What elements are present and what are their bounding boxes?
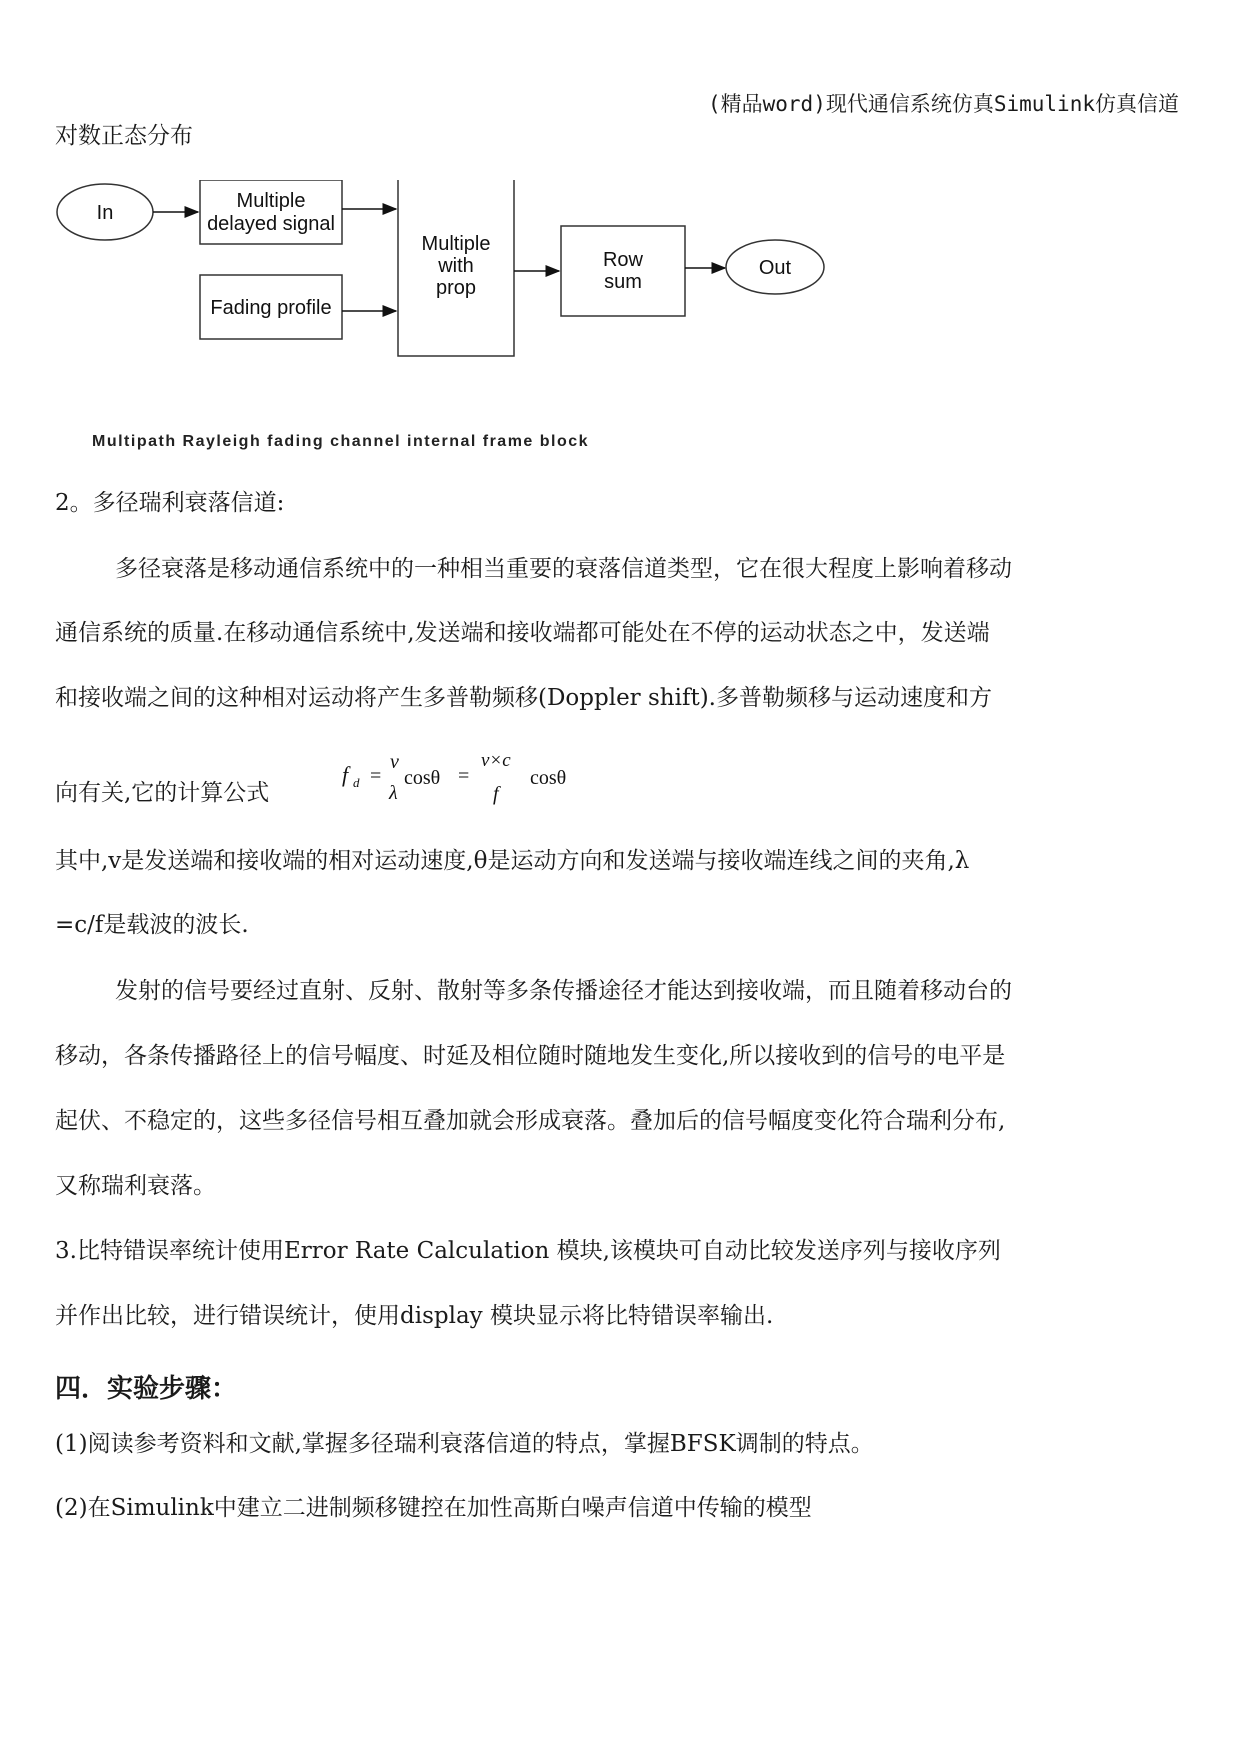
top-line: 对数正态分布 xyxy=(55,123,193,149)
mult-label-3: prop xyxy=(435,277,477,299)
formula-lhs-sub: d xyxy=(353,775,360,790)
diagram-caption: Multipath Rayleigh fading channel internal frame block xyxy=(92,433,590,450)
block-diagram xyxy=(55,180,855,410)
formula-f: f xyxy=(493,783,499,805)
para2-line1: 其中,v是发送端和接收端的相对运动速度,θ是运动方向和发送端与接收端连线之间的夹角,λ xyxy=(55,848,970,874)
mult-label-1: Multiple xyxy=(421,233,491,255)
fading-label: Fading profile xyxy=(210,297,332,319)
section-2-title: 2。多径瑞利衰落信道: xyxy=(55,490,285,516)
mult-label-2: with xyxy=(438,255,474,277)
formula-lambda: λ xyxy=(389,782,398,804)
out-label: Out xyxy=(758,257,792,279)
rowsum-label-1: Row xyxy=(602,249,644,271)
rowsum-label-2: sum xyxy=(604,271,642,293)
para2-line2: =c/f是载波的波长. xyxy=(55,912,249,938)
para4-line1: 3.比特错误率统计使用Error Rate Calculation 模块,该模块可自动比较发送序列与接收序列 xyxy=(55,1238,1001,1264)
para1-line1: 多径衰落是移动通信系统中的一种相当重要的衰落信道类型，它在很大程度上影响着移动 xyxy=(115,556,1012,582)
para3-line4: 又称瑞利衰落。 xyxy=(55,1173,216,1199)
delayed-label-2: delayed signal xyxy=(207,213,335,235)
formula-cos2: cosθ xyxy=(530,767,567,789)
step-1: (1)阅读参考资料和文献,掌握多径瑞利衰落信道的特点，掌握BFSK调制的特点。 xyxy=(55,1431,874,1457)
formula-eq2: = xyxy=(458,765,470,787)
para4-line2: 并作出比较，进行错误统计，使用display 模块显示将比特错误率输出. xyxy=(55,1303,774,1329)
in-label: In xyxy=(96,202,114,224)
para3-line1: 发射的信号要经过直射、反射、散射等多条传播途径才能达到接收端，而且随着移动台的 xyxy=(115,978,1012,1004)
section-4-title: 四．实验步骤： xyxy=(55,1374,238,1404)
step-2: (2)在Simulink中建立二进制频移键控在加性高斯白噪声信道中传输的模型 xyxy=(55,1495,812,1521)
page-header: (精品word)现代通信系统仿真Simulink仿真信道 xyxy=(707,92,1179,116)
formula-v: v xyxy=(390,751,399,773)
para3-line2: 移动，各条传播路径上的信号幅度、时延及相位随时随地发生变化,所以接收到的信号的电平是 xyxy=(55,1043,1006,1069)
para1-line2: 通信系统的质量.在移动通信系统中,发送端和接收端都可能处在不停的运动状态之中，发送端 xyxy=(55,620,990,646)
para1-line4: 向有关,它的计算公式 xyxy=(55,780,270,806)
para1-line3: 和接收端之间的这种相对运动将产生多普勒频移(Doppler shift).多普勒频移与运动速度和方 xyxy=(55,685,992,711)
formula-cos1: cosθ xyxy=(404,767,441,789)
formula-eq1: = xyxy=(370,765,382,787)
formula-vxc: v×c xyxy=(481,750,511,771)
para3-line3: 起伏、不稳定的，这些多径信号相互叠加就会形成衰落。叠加后的信号幅度变化符合瑞利分布, xyxy=(55,1108,1006,1134)
delayed-label-1: Multiple xyxy=(236,190,306,212)
doppler-formula xyxy=(340,748,600,808)
formula-lhs: f xyxy=(342,762,349,787)
